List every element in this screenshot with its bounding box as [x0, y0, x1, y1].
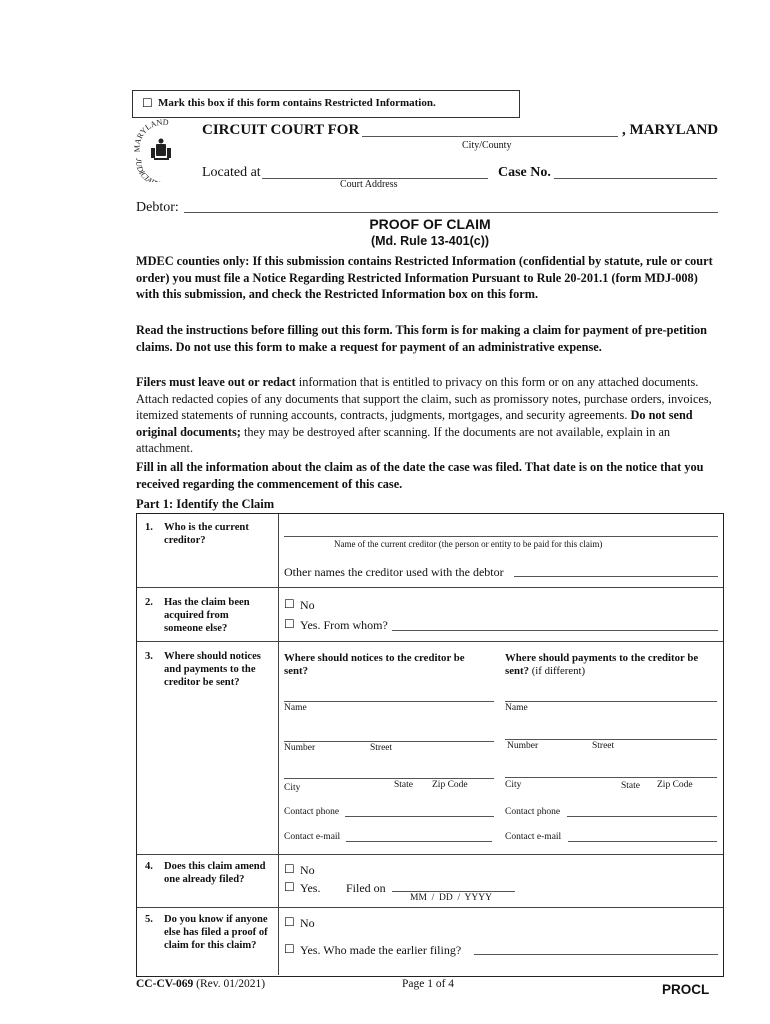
- case-no-label: Case No.: [498, 165, 551, 180]
- filers-bold: Filers must leave out or redact: [136, 375, 296, 389]
- payments-if-different: (if different): [529, 664, 586, 677]
- q4-yes-checkbox[interactable]: ☐: [284, 880, 295, 894]
- instructions-paragraph: Read the instructions before filling out this form. This form is for making a claim for payment of pre-petition claims. Do not use this form to make a request for payment of an administrative expense.: [136, 323, 707, 354]
- debtor-label: Debtor:: [136, 200, 179, 215]
- q2-no-label: No: [300, 598, 315, 612]
- notices-zip-label: Zip Code: [432, 780, 468, 790]
- q1-number: 1.: [145, 522, 153, 533]
- notices-state-label: State: [394, 780, 413, 790]
- court-suffix: , MARYLAND: [622, 122, 719, 138]
- notices-name-field[interactable]: [284, 701, 494, 702]
- located-label: Located at: [202, 165, 261, 180]
- seal-top-text: MARYLAND: [132, 118, 170, 153]
- seal-bottom-text: JUDICIA: [133, 157, 154, 182]
- q4-yes-label: Yes.: [300, 881, 321, 895]
- payments-city-field[interactable]: [505, 777, 717, 778]
- part1-heading: Part 1: Identify the Claim: [136, 497, 275, 511]
- payments-name-label: Name: [505, 703, 528, 713]
- filers-text-2: they may be destroyed after scanning. If the documents are not available, explain in an attachment.: [136, 424, 671, 455]
- notices-number-label: Number: [284, 743, 316, 753]
- payments-zip-label: Zip Code: [657, 780, 693, 790]
- creditor-name-field[interactable]: [284, 536, 718, 537]
- q4-no-checkbox[interactable]: ☐: [284, 862, 295, 876]
- city-county-label: City/County: [462, 140, 512, 151]
- form-number-code: CC-CV-069: [136, 978, 194, 990]
- q5-yes-checkbox[interactable]: ☐: [284, 942, 295, 956]
- maryland-judiciary-seal: [130, 118, 194, 182]
- svg-text:JUDICIARY: [134, 158, 162, 182]
- court-prefix: CIRCUIT COURT FOR: [202, 122, 360, 138]
- filers-text: information that is entitled to privacy on this form or on any attached documents. Attach redacted copies of any documents that support the claim, such as promissory notes, purchase orders, invoices, itemized statements of running accounts, contracts, judgments, mortgages, and security agreements.: [136, 375, 712, 422]
- date-format-label: MM / DD / YYYY: [410, 893, 492, 903]
- q2-yes-checkbox[interactable]: ☐: [284, 617, 295, 631]
- form-subtitle: (Md. Rule 13-401(c)): [370, 234, 490, 248]
- q2-question: Has the claim been acquired from someone else?: [164, 597, 250, 634]
- mdec-paragraph: MDEC counties only: If this submission contains Restricted Information (confidential by statute, rule or court order) you must file a Notice Regarding Restricted Information Pursuant to Rule 20-201.1 (form MDJ-008) with this submission, and check the Restricted Information box on this form.: [136, 254, 713, 302]
- fill-paragraph: Fill in all the information about the claim as of the date the case was filed. That date is on the notice that you received regarding the commencement of this case.: [136, 460, 704, 491]
- q2-yes-label: Yes. From whom?: [300, 618, 388, 632]
- city-county-field[interactable]: [362, 136, 618, 137]
- q3-question: Where should notices and payments to the creditor be sent?: [164, 651, 261, 688]
- payments-state-label: State: [621, 781, 640, 791]
- table-divider: [278, 514, 279, 975]
- q4-no-label: No: [300, 863, 315, 877]
- notices-city-field[interactable]: [284, 778, 494, 779]
- notices-phone-label: Contact phone: [284, 807, 340, 817]
- filed-on-date-field[interactable]: [392, 891, 515, 892]
- notices-street-field[interactable]: [284, 741, 494, 742]
- case-no-field[interactable]: [554, 178, 717, 179]
- q2-number: 2.: [145, 597, 153, 608]
- other-names-label: Other names the creditor used with the debtor: [284, 565, 504, 579]
- filed-on-label: Filed on: [346, 881, 386, 895]
- filers-bold-2: Do not send original documents;: [136, 408, 693, 439]
- payments-number-label: Number: [507, 741, 539, 751]
- payments-street-field[interactable]: [505, 739, 717, 740]
- q2-no-checkbox[interactable]: ☐: [284, 597, 295, 611]
- form-title: PROOF OF CLAIM: [369, 216, 491, 232]
- other-names-field[interactable]: [514, 576, 718, 577]
- q5-number: 5.: [145, 914, 153, 925]
- notices-heading: Where should notices to the creditor be sent?: [284, 652, 465, 677]
- form-code: PROCL: [662, 982, 710, 997]
- payments-email-field[interactable]: [568, 841, 717, 842]
- form-number: [136, 978, 265, 990]
- payments-heading-text: Where should payments to the creditor be sent?: [505, 652, 699, 677]
- payments-street-label: Street: [592, 741, 615, 751]
- notices-street-label: Street: [370, 743, 393, 753]
- notices-name-label: Name: [284, 703, 307, 713]
- notices-city-label: City: [284, 783, 301, 793]
- form-revision: (Rev. 01/2021): [193, 978, 266, 990]
- creditor-name-label: Name of the current creditor (the person or entity to be paid for this claim): [334, 539, 603, 549]
- notices-phone-field[interactable]: [345, 816, 494, 817]
- restricted-info-label: Mark this box if this form contains Restricted Information.: [158, 97, 436, 109]
- q4-number: 4.: [145, 861, 153, 872]
- payments-phone-label: Contact phone: [505, 807, 561, 817]
- payments-name-field[interactable]: [505, 701, 717, 702]
- q5-question: Do you know if anyone else has filed a proof of claim for this claim?: [164, 914, 268, 951]
- q3-number: 3.: [145, 651, 153, 662]
- payments-city-label: City: [505, 780, 522, 790]
- q4-question: Does this claim amend one already filed?: [164, 861, 266, 885]
- page-number: Page 1 of 4: [402, 978, 455, 990]
- earlier-filer-field[interactable]: [474, 954, 718, 955]
- q5-no-label: No: [300, 916, 315, 930]
- notices-email-label: Contact e-mail: [284, 832, 341, 842]
- q1-question: Who is the current creditor?: [164, 522, 249, 546]
- payments-heading: [505, 652, 719, 678]
- acquired-from-field[interactable]: [392, 630, 718, 631]
- notices-email-field[interactable]: [346, 841, 492, 842]
- payments-email-label: Contact e-mail: [505, 832, 562, 842]
- filers-paragraph: [136, 374, 724, 457]
- restricted-info-checkbox[interactable]: ☐: [142, 96, 153, 110]
- q5-yes-label: Yes. Who made the earlier filing?: [300, 943, 462, 957]
- court-address-label: Court Address: [340, 179, 398, 190]
- debtor-field[interactable]: [184, 212, 718, 213]
- payments-phone-field[interactable]: [567, 816, 717, 817]
- q5-no-checkbox[interactable]: ☐: [284, 915, 295, 929]
